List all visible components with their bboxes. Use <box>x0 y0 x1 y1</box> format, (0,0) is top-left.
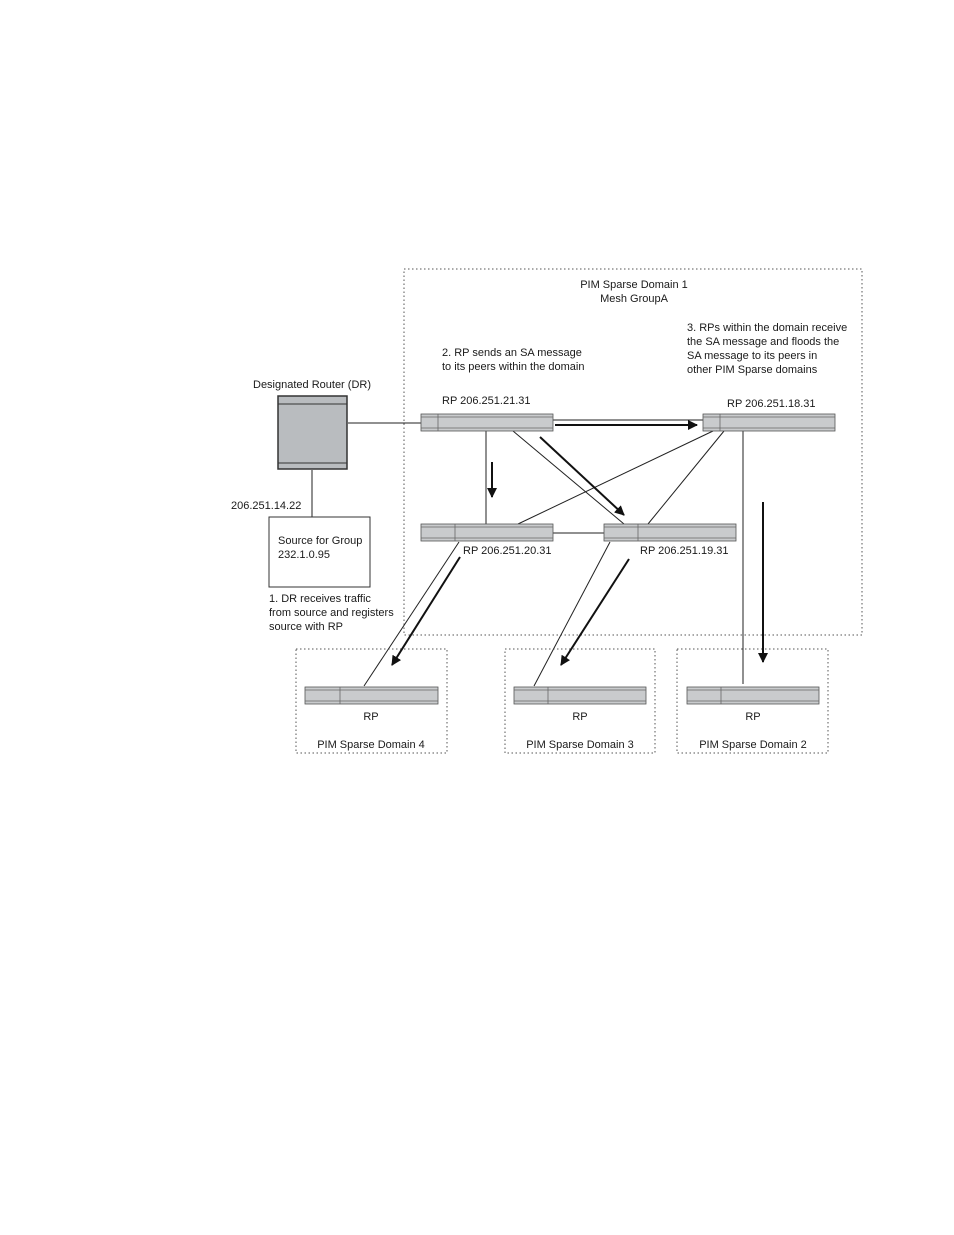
domain-3-name: PIM Sparse Domain 3 <box>526 739 634 751</box>
step-1-line-2: from source and registers <box>269 607 394 619</box>
mesh-group-label: Mesh GroupA <box>600 293 668 305</box>
step-3-line-2: the SA message and floods the <box>687 336 840 348</box>
source-line-2: 232.1.0.95 <box>278 549 330 561</box>
step-2-line-2: to its peers within the domain <box>442 361 585 373</box>
router-domain-2-icon <box>687 687 819 704</box>
rp-21-label: RP 206.251.21.31 <box>442 395 531 407</box>
step-2-line-1: 2. RP sends an SA message <box>442 347 582 359</box>
router-rp-21-icon <box>421 414 553 431</box>
source-line-1: Source for Group <box>278 535 363 547</box>
domain-1-title: PIM Sparse Domain 1 <box>580 279 688 291</box>
rp-20-label: RP 206.251.20.31 <box>463 545 552 557</box>
arrow-rp21-to-rp19 <box>540 437 624 515</box>
domain-4-rp-label: RP <box>363 711 379 723</box>
step-3-line-1: 3. RPs within the domain receive <box>687 322 848 334</box>
domain-3-rp-label: RP <box>572 711 588 723</box>
router-rp-18-icon <box>703 414 835 431</box>
router-rp-20-icon <box>421 524 553 541</box>
step-1-line-3: source with RP <box>269 621 343 633</box>
rp-19-label: RP 206.251.19.31 <box>640 545 729 557</box>
step-3-line-4: other PIM Sparse domains <box>687 364 818 376</box>
router-domain-3-icon <box>514 687 646 704</box>
dr-label: Designated Router (DR) <box>253 379 371 391</box>
rp18-rp19-link <box>648 431 724 524</box>
designated-router-icon <box>278 396 347 469</box>
step-3-line-3: SA message to its peers in <box>687 350 818 362</box>
step-1-line-1: 1. DR receives traffic <box>269 593 371 605</box>
router-domain-4-icon <box>305 687 438 704</box>
router-rp-19-icon <box>604 524 736 541</box>
rp-18-label: RP 206.251.18.31 <box>727 398 816 410</box>
arrow-to-domain-3 <box>561 559 629 665</box>
domain-2-rp-label: RP <box>745 711 761 723</box>
rp19-domain3-link <box>534 542 610 686</box>
arrow-to-domain-4 <box>392 557 460 665</box>
domain-4-name: PIM Sparse Domain 4 <box>317 739 425 751</box>
rp21-rp19-link <box>513 431 624 524</box>
dr-address: 206.251.14.22 <box>231 500 302 512</box>
domain-2-name: PIM Sparse Domain 2 <box>699 739 807 751</box>
